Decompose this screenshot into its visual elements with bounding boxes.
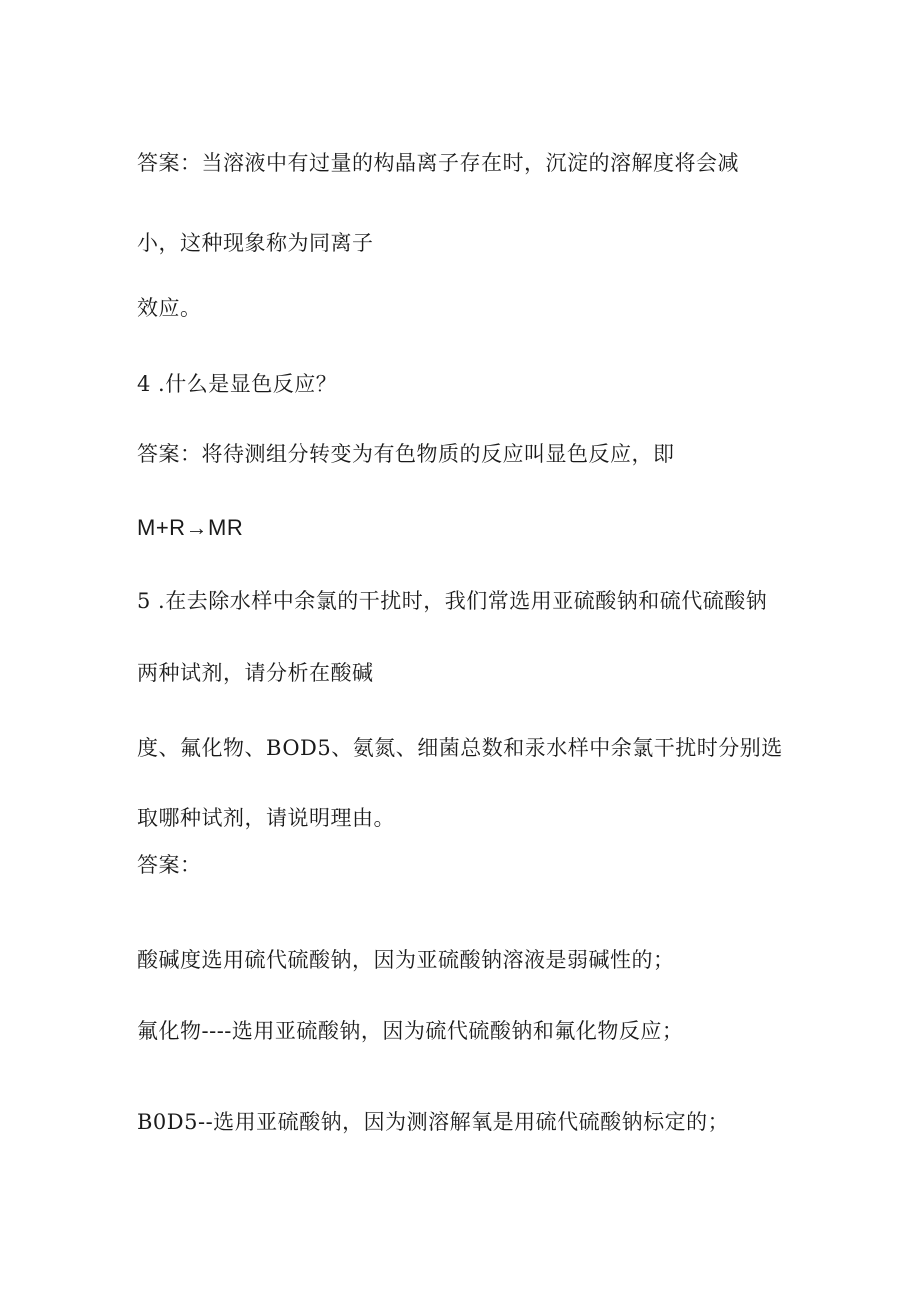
question-5-line-3: 度、氟化物、BOD5、氨氮、细菌总数和汞水样中余氯干扰时分别选 — [137, 736, 783, 760]
answer-4-line-1: 答案：将待测组分转变为有色物质的反应叫显色反应，即 — [137, 442, 675, 466]
answer-5-line-1: 酸碱度选用硫代硫酸钠，因为亚硫酸钠溶液是弱碱性的； — [137, 948, 675, 972]
answer-4-formula: M+R→MR — [137, 515, 244, 540]
answer-5-label: 答案： — [137, 853, 202, 877]
answer-5-line-3: B0D5--选用亚硫酸钠，因为测溶解氧是用硫代硫酸钠标定的； — [137, 1110, 730, 1134]
question-5-line-1: 5 .在去除水样中余氯的干扰时，我们常选用亚硫酸钠和硫代硫酸钠 — [137, 589, 768, 613]
question-4: 4 .什么是显色反应？ — [137, 372, 338, 396]
question-5-line-4: 取哪种试剂，请说明理由。 — [137, 806, 395, 830]
answer-3-line-3: 效应。 — [137, 296, 202, 320]
answer-5-line-2: 氟化物----选用亚硫酸钠，因为硫代硫酸钠和氟化物反应； — [137, 1019, 684, 1043]
question-5-line-2: 两种试剂，请分析在酸碱 — [137, 661, 374, 685]
answer-3-line-1: 答案：当溶液中有过量的构晶离子存在时，沉淀的溶解度将会减 — [137, 151, 739, 175]
answer-3-line-2: 小，这种现象称为同离子 — [137, 231, 374, 255]
